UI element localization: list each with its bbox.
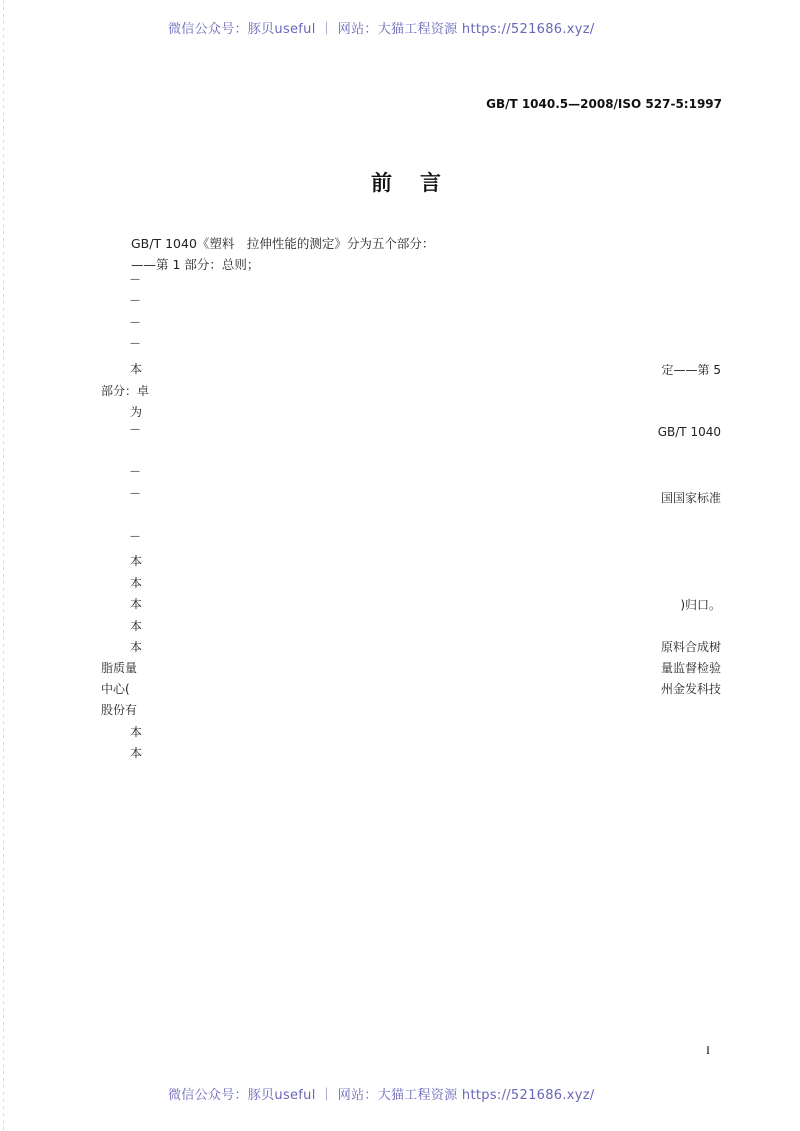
scan-edge-left xyxy=(3,0,4,1131)
left-fragment: — xyxy=(130,424,140,435)
left-fragment: 本 xyxy=(130,597,143,611)
watermark-top: 微信公众号：豚贝useful ｜ 网站：大猫工程资源 https://521686.xyz/ xyxy=(168,22,595,37)
right-fragment: )归口。 xyxy=(680,598,721,612)
right-fragment: 量监督检验 xyxy=(660,661,721,675)
left-fragment: 本 xyxy=(130,746,143,760)
standard-code: GB/T 1040.5—2008/ISO 527-5:1997 xyxy=(486,97,722,111)
left-fragment: 部分：卓 xyxy=(101,384,150,398)
left-fragment: 本 xyxy=(130,554,143,568)
right-fragment: 国国家标准 xyxy=(660,491,721,505)
left-fragment: 本 xyxy=(130,640,143,654)
left-fragment: — xyxy=(130,295,140,306)
left-fragment: 本 xyxy=(130,362,143,376)
right-fragment: GB/T 1040 xyxy=(657,425,721,439)
left-fragment: — xyxy=(130,488,140,499)
left-fragment: 本 xyxy=(130,619,143,633)
left-fragment: — xyxy=(130,466,140,477)
left-fragment: — xyxy=(130,274,140,285)
left-fragment: — xyxy=(130,531,140,542)
intro-line-1: GB/T 1040《塑料 拉伸性能的测定》分为五个部分： xyxy=(131,236,435,251)
intro-line-2: ——第 1 部分：总则； xyxy=(131,257,260,272)
left-fragment: 本 xyxy=(130,725,143,739)
right-fragment: 定——第 5 xyxy=(661,363,721,377)
left-fragment: 本 xyxy=(130,576,143,590)
right-fragment: 州金发科技 xyxy=(660,682,721,696)
left-fragment: 脂质量 xyxy=(101,661,138,675)
watermark-bottom: 微信公众号：豚贝useful ｜ 网站：大猫工程资源 https://521686.xyz/ xyxy=(168,1088,595,1103)
left-fragment: — xyxy=(130,338,140,349)
left-fragment: 中心( xyxy=(101,682,130,696)
page-number: I xyxy=(706,1043,710,1057)
left-fragment: 股份有 xyxy=(101,703,138,717)
right-fragment: 原料合成树 xyxy=(660,640,721,654)
page-title: 前言 xyxy=(371,171,469,195)
left-fragment: 为 xyxy=(130,405,143,419)
left-fragment: — xyxy=(130,317,140,328)
